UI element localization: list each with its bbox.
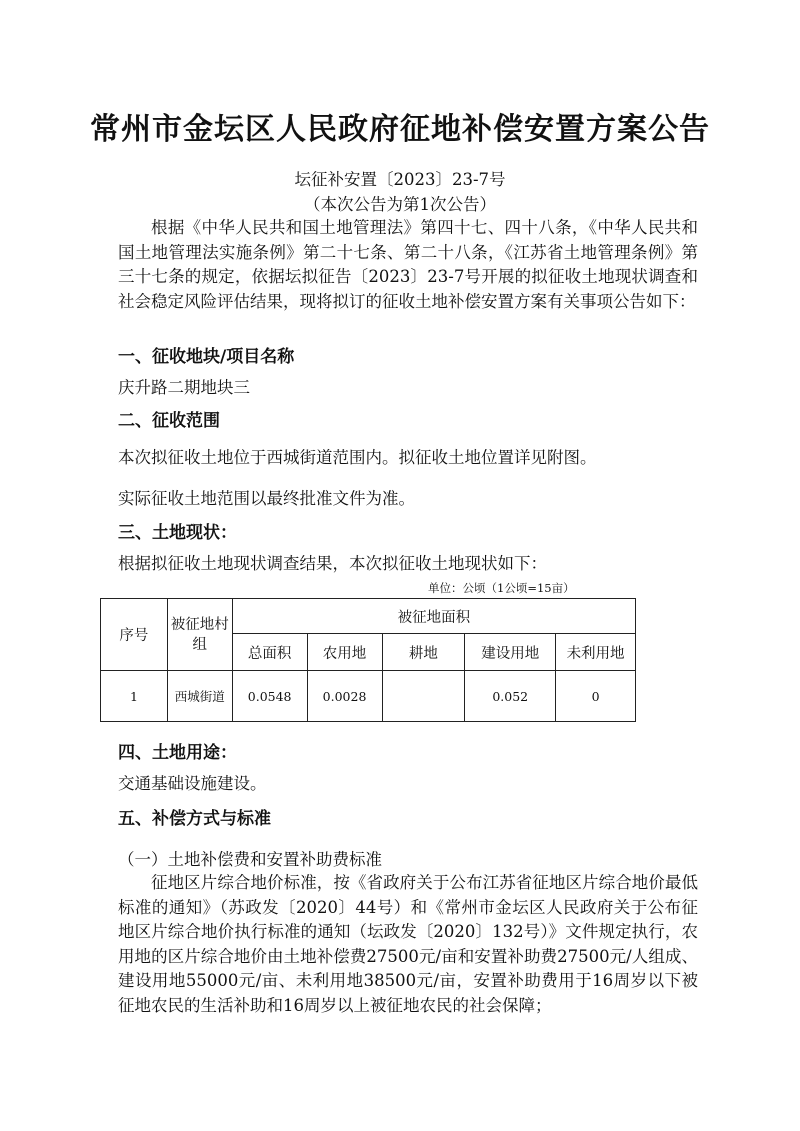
cell-village: 西城街道 [167, 671, 232, 722]
header-seq: 序号 [101, 599, 168, 671]
section-heading-1: 一、征收地块/项目名称 [118, 347, 295, 367]
cell-seq: 1 [101, 671, 168, 722]
header-unused: 未利用地 [556, 634, 636, 671]
header-agricultural: 农用地 [307, 634, 382, 671]
cell-construction: 0.052 [465, 671, 556, 722]
cell-unused: 0 [556, 671, 636, 722]
intro-paragraph: 根据《中华人民共和国土地管理法》第四十七、四十八条，《中华人民共和国土地管理法实施条例》第二十七条、第二十八条，《江苏省土地管理条例》第三十七条的规定，依据坛拟征告〔2023〕23-7号开展的拟征收土地现状调查和社会稳定风险评估结果，现将拟订的征收土地补偿安置方案有关事项公告如下： [118, 218, 698, 311]
land-status-text: 根据拟征收土地现状调查结果，本次拟征收土地现状如下： [118, 554, 547, 573]
document-number: 坛征补安置〔2023〕23-7号 [294, 170, 506, 189]
scope-note: 实际征收土地范围以最终批准文件为准。 [118, 489, 415, 508]
section-heading-5: 五、补偿方式与标准 [118, 809, 271, 829]
project-name: 庆升路二期地块三 [118, 378, 250, 397]
header-total: 总面积 [232, 634, 307, 671]
cell-total: 0.0548 [232, 671, 307, 722]
compensation-paragraph: 征地区片综合地价标准，按《省政府关于公布江苏省征地区片综合地价最低标准的通知》（苏政发〔2020〕44号）和《常州市金坛区人民政府关于公布征地区片综合地价执行标准的通知（坛政发〔2020〕132号）》文件规定执行，农用地的区片综合地价由土地补偿费27500元/亩和安置补助费27500元/人组成、建设用地55000元/亩、未利用地38500元/亩，安置补助费用于16周岁以下被征地农民的生活补助和16周岁以上被征地农民的社会保障； [118, 873, 698, 1015]
land-status-table [100, 598, 636, 722]
scope-text: 本次拟征收土地位于西城街道范围内。拟征收土地位置详见附图。 [118, 448, 597, 467]
page-title: 常州市金坛区人民政府征地补偿安置方案公告 [90, 112, 710, 147]
table-row [101, 671, 636, 722]
unit-note: 单位：公顷（1公顷=15亩） [428, 581, 575, 595]
header-village: 被征地村组 [167, 599, 232, 671]
land-use-text: 交通基础设施建设。 [118, 774, 267, 793]
header-cultivated: 耕地 [382, 634, 465, 671]
subsection-heading-1: （一）土地补偿费和安置补助费标准 [118, 850, 382, 869]
announcement-round: （本次公告为第1次公告） [304, 195, 496, 214]
section-heading-2: 二、征收范围 [118, 411, 220, 431]
section-heading-3: 三、土地现状： [118, 523, 237, 543]
cell-agricultural: 0.0028 [307, 671, 382, 722]
cell-cultivated [382, 671, 465, 722]
header-construction: 建设用地 [465, 634, 556, 671]
section-heading-4: 四、土地用途： [118, 743, 237, 763]
header-area-group: 被征地面积 [232, 599, 635, 634]
